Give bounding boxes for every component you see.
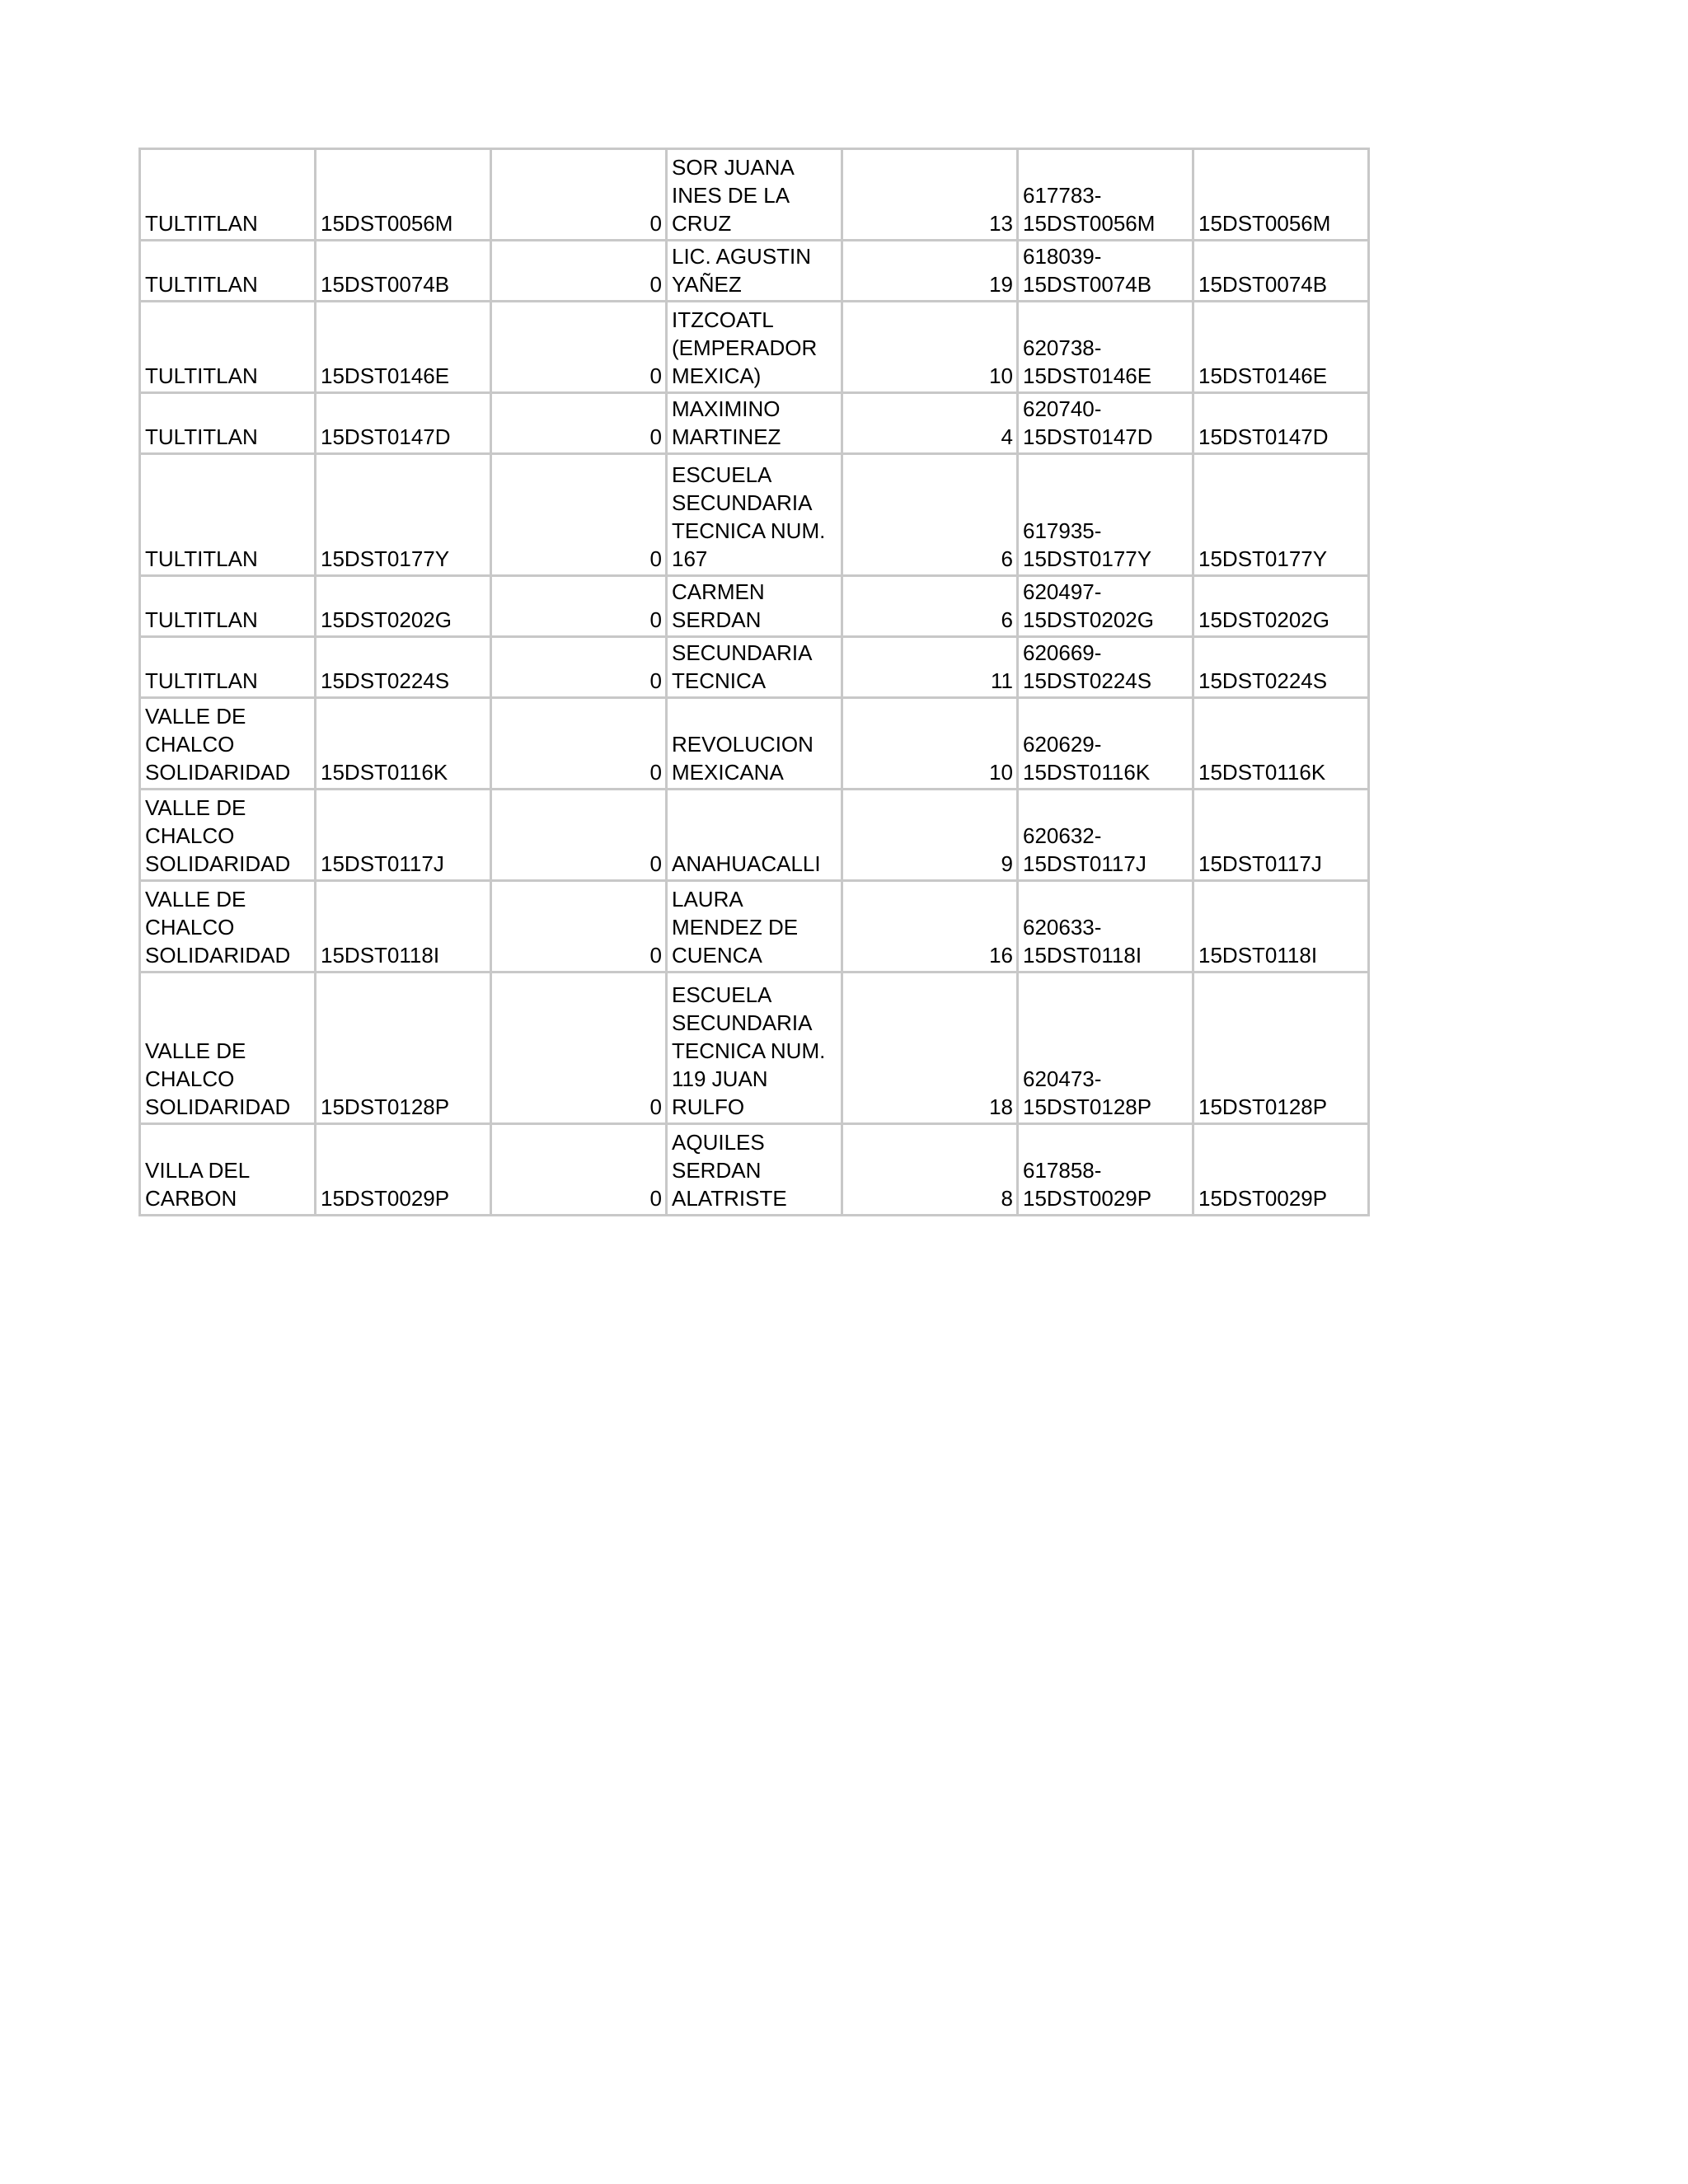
clave-cell: 15DST0224S xyxy=(316,637,491,698)
school-name-cell: REVOLUCION MEXICANA xyxy=(667,698,842,790)
municipio-cell: VALLE DE CHALCO SOLIDARIDAD xyxy=(140,790,316,881)
municipio-cell: TULTITLAN xyxy=(140,576,316,637)
municipio-cell: TULTITLAN xyxy=(140,637,316,698)
id-cell: 620473- 15DST0128P xyxy=(1018,972,1193,1124)
count-cell: 0 xyxy=(491,149,667,241)
school-name-cell: SOR JUANA INES DE LA CRUZ xyxy=(667,149,842,241)
school-name-cell: ESCUELA SECUNDARIA TECNICA NUM. 167 xyxy=(667,454,842,576)
school-name-cell: MAXIMINO MARTINEZ xyxy=(667,393,842,454)
table-row xyxy=(140,454,1369,576)
count-cell: 16 xyxy=(842,881,1018,972)
count-cell: 9 xyxy=(842,790,1018,881)
clave-cell: 15DST0147D xyxy=(1193,393,1369,454)
count-cell: 11 xyxy=(842,637,1018,698)
clave-cell: 15DST0202G xyxy=(1193,576,1369,637)
count-cell: 19 xyxy=(842,241,1018,302)
id-cell: 620632- 15DST0117J xyxy=(1018,790,1193,881)
table-row xyxy=(140,790,1369,881)
school-name-cell: ANAHUACALLI xyxy=(667,790,842,881)
clave-cell: 15DST0117J xyxy=(1193,790,1369,881)
clave-cell: 15DST0177Y xyxy=(316,454,491,576)
clave-cell: 15DST0074B xyxy=(316,241,491,302)
clave-cell: 15DST0117J xyxy=(316,790,491,881)
clave-cell: 15DST0146E xyxy=(1193,302,1369,393)
count-cell: 6 xyxy=(842,576,1018,637)
table-row xyxy=(140,393,1369,454)
table-row xyxy=(140,149,1369,241)
id-cell: 617783- 15DST0056M xyxy=(1018,149,1193,241)
municipio-cell: TULTITLAN xyxy=(140,241,316,302)
id-cell: 618039- 15DST0074B xyxy=(1018,241,1193,302)
count-cell: 0 xyxy=(491,1124,667,1216)
id-cell: 617858- 15DST0029P xyxy=(1018,1124,1193,1216)
school-name-cell: ESCUELA SECUNDARIA TECNICA NUM. 119 JUAN RULFO xyxy=(667,972,842,1124)
count-cell: 10 xyxy=(842,698,1018,790)
clave-cell: 15DST0116K xyxy=(1193,698,1369,790)
school-name-cell: LAURA MENDEZ DE CUENCA xyxy=(667,881,842,972)
municipio-cell: TULTITLAN xyxy=(140,302,316,393)
count-cell: 0 xyxy=(491,576,667,637)
municipio-cell: VALLE DE CHALCO SOLIDARIDAD xyxy=(140,972,316,1124)
clave-cell: 15DST0177Y xyxy=(1193,454,1369,576)
count-cell: 0 xyxy=(491,454,667,576)
id-cell: 620633- 15DST0118I xyxy=(1018,881,1193,972)
count-cell: 10 xyxy=(842,302,1018,393)
table-row xyxy=(140,972,1369,1124)
table-row xyxy=(140,302,1369,393)
clave-cell: 15DST0128P xyxy=(1193,972,1369,1124)
school-name-cell: SECUNDARIA TECNICA xyxy=(667,637,842,698)
count-cell: 18 xyxy=(842,972,1018,1124)
count-cell: 0 xyxy=(491,393,667,454)
table-row xyxy=(140,1124,1369,1216)
count-cell: 13 xyxy=(842,149,1018,241)
id-cell: 620669- 15DST0224S xyxy=(1018,637,1193,698)
clave-cell: 15DST0056M xyxy=(1193,149,1369,241)
count-cell: 0 xyxy=(491,637,667,698)
id-cell: 617935- 15DST0177Y xyxy=(1018,454,1193,576)
clave-cell: 15DST0056M xyxy=(316,149,491,241)
municipio-cell: VALLE DE CHALCO SOLIDARIDAD xyxy=(140,698,316,790)
clave-cell: 15DST0074B xyxy=(1193,241,1369,302)
municipio-cell: VALLE DE CHALCO SOLIDARIDAD xyxy=(140,881,316,972)
count-cell: 8 xyxy=(842,1124,1018,1216)
school-name-cell: CARMEN SERDAN xyxy=(667,576,842,637)
id-cell: 620497- 15DST0202G xyxy=(1018,576,1193,637)
count-cell: 0 xyxy=(491,972,667,1124)
school-name-cell: LIC. AGUSTIN YAÑEZ xyxy=(667,241,842,302)
count-cell: 6 xyxy=(842,454,1018,576)
municipio-cell: TULTITLAN xyxy=(140,149,316,241)
clave-cell: 15DST0116K xyxy=(316,698,491,790)
table-row xyxy=(140,881,1369,972)
id-cell: 620738- 15DST0146E xyxy=(1018,302,1193,393)
table-row xyxy=(140,698,1369,790)
count-cell: 4 xyxy=(842,393,1018,454)
clave-cell: 15DST0224S xyxy=(1193,637,1369,698)
table-row xyxy=(140,637,1369,698)
table-row xyxy=(140,576,1369,637)
count-cell: 0 xyxy=(491,881,667,972)
count-cell: 0 xyxy=(491,302,667,393)
clave-cell: 15DST0118I xyxy=(316,881,491,972)
municipio-cell: TULTITLAN xyxy=(140,393,316,454)
clave-cell: 15DST0118I xyxy=(1193,881,1369,972)
count-cell: 0 xyxy=(491,698,667,790)
municipio-cell: TULTITLAN xyxy=(140,454,316,576)
clave-cell: 15DST0146E xyxy=(316,302,491,393)
count-cell: 0 xyxy=(491,790,667,881)
id-cell: 620740- 15DST0147D xyxy=(1018,393,1193,454)
table-body xyxy=(140,149,1369,1216)
table-row xyxy=(140,241,1369,302)
clave-cell: 15DST0029P xyxy=(1193,1124,1369,1216)
clave-cell: 15DST0029P xyxy=(316,1124,491,1216)
id-cell: 620629- 15DST0116K xyxy=(1018,698,1193,790)
school-name-cell: AQUILES SERDAN ALATRISTE xyxy=(667,1124,842,1216)
count-cell: 0 xyxy=(491,241,667,302)
clave-cell: 15DST0128P xyxy=(316,972,491,1124)
school-table xyxy=(138,148,1370,1216)
clave-cell: 15DST0147D xyxy=(316,393,491,454)
clave-cell: 15DST0202G xyxy=(316,576,491,637)
municipio-cell: VILLA DEL CARBON xyxy=(140,1124,316,1216)
school-name-cell: ITZCOATL (EMPERADOR MEXICA) xyxy=(667,302,842,393)
